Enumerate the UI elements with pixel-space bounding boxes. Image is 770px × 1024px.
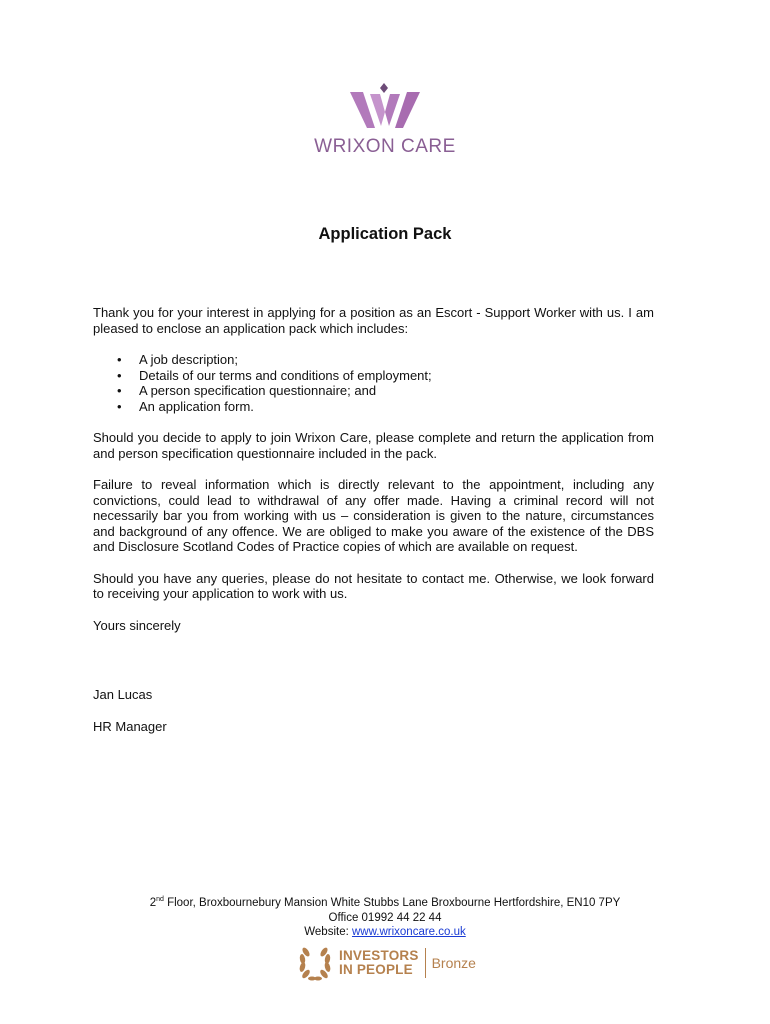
- signatory-name: Jan Lucas: [93, 687, 153, 702]
- wrixon-care-logo: [0, 82, 770, 158]
- footer-website: Website: www.wrixoncare.co.uk: [304, 926, 466, 938]
- website-link[interactable]: www.wrixoncare.co.uk: [351, 926, 466, 938]
- badge-divider: [425, 948, 426, 978]
- iip-wordmark: INVESTORS IN PEOPLE: [339, 948, 419, 977]
- intro-paragraph: Thank you for your interest in applying for a position as an Escort - Support Worker with us. I am pleased to enclose an application pack which includes:: [93, 305, 654, 336]
- document-title: Application Pack: [318, 225, 452, 243]
- queries-paragraph: Should you have any queries, please do not hesitate to contact me. Otherwise, we look forward to receiving your application to work with us.: [93, 570, 654, 601]
- footer-address: 2nd Floor, Broxbournebury Mansion White Stubbs Lane Broxbourne Hertfordshire, EN10 7PY: [149, 896, 621, 909]
- footer-office-phone: Office 01992 44 22 44: [328, 911, 442, 924]
- wrixon-w-mark-icon: [348, 82, 422, 132]
- apply-paragraph: Should you decide to apply to join Wrixon Care, please complete and return the application from and person specification questionnaire included in the pack.: [93, 430, 654, 461]
- pack-contents-list: [93, 352, 654, 414]
- list-item: • An application form.: [139, 399, 654, 415]
- closing-line: Yours sincerely: [93, 617, 181, 633]
- list-item: • A job description;: [139, 352, 654, 368]
- list-item: • Details of our terms and conditions of employment;: [139, 368, 654, 384]
- laurel-wreath-icon: [297, 944, 333, 982]
- iip-level: Bronze: [431, 955, 476, 971]
- signatory-role: HR Manager: [93, 718, 167, 734]
- logo-wordmark: WRIXON CARE: [314, 136, 456, 157]
- footer-address-block: [0, 893, 770, 940]
- letter-body: [93, 305, 654, 750]
- investors-in-people-badge: [297, 944, 476, 982]
- criminal-record-paragraph: Failure to reveal information which is directly relevant to the appointment, including any convictions, could lead to withdrawal of any offer made. Having a criminal record will not necessarily bar you from working with us – consideration is given to the nature, circumstances and background of any offence. We are obliged to make you aware of the existence of the DBS and Disclosure Scotland Codes of Practice copies of which are available on request.: [93, 477, 654, 554]
- list-item: • A person specification questionnaire; and: [139, 383, 654, 399]
